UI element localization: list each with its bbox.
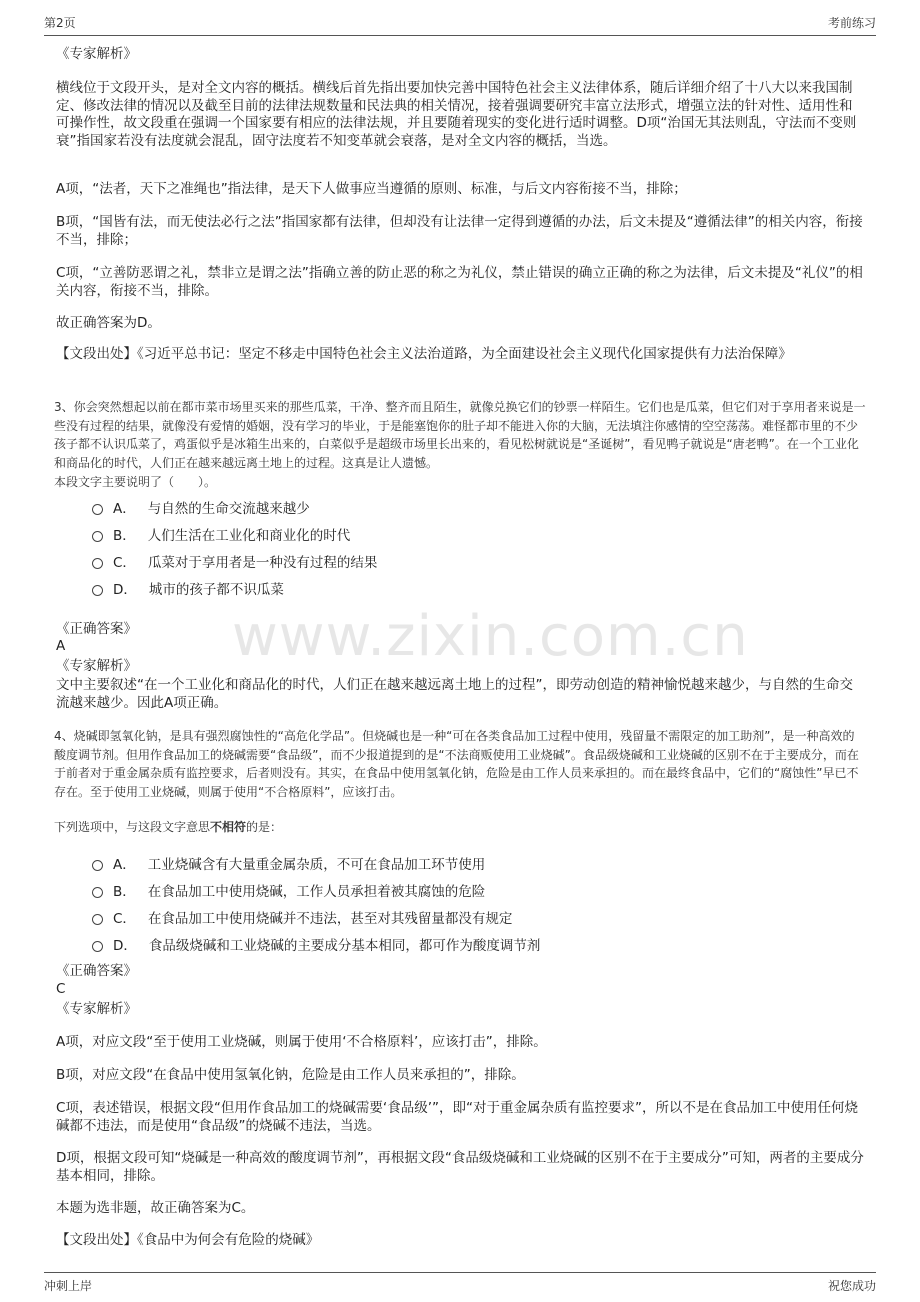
q3-analysis: 文中主要叙述“在一个工业化和商品化的时代，人们正在越来越远离土地上的过程”，即劳动创造的精神愉悦越来越少，与自然的生命交流越来越少。因此A项正确。: [56, 677, 853, 711]
q2-analysis-a: A项，“法者，天下之准绳也”指法律，是天下人做事应当遵循的原则、标准，与后文内容衔接不当，排除；: [56, 181, 687, 197]
q4-option-d[interactable]: D． 食品级烧碱和工业烧碱的主要成分基本相同，都可作为酸度调节剂: [92, 934, 540, 954]
q3-answer-title: 《正确答案》: [56, 621, 137, 637]
q3-answer: A: [56, 638, 66, 654]
q4-analysis-b: B项，对应文段“在食品中使用氢氧化钠，危险是由工作人员来承担的”，排除。: [56, 1067, 525, 1083]
q2-analysis-title: 《专家解析》: [56, 46, 137, 62]
q3-stem: 3、你会突然想起以前在都市菜市场里买来的那些瓜菜，干净、整齐而且陌生，就像兑换它们的钞票一样陌生。它们也是瓜菜，但它们对于享用者来说是一些没有过程的结果，就像没有爱情的婚姻，没有学习的毕业，于是能塞饱你的肚子却不能进入你的大脑，无法填注你感情的空空荡荡。难怪都市里的不少孩子都不认识瓜菜了，鸡蛋似乎是冰箱生出来的，白菜似乎是超级市场里长出来的，看见松树就说是“圣诞树”，看见鸭子就说是“唐老鸭”。在一个工业化和商品化的时代，人们正在越来越远离土地上的过程。这真是让人遗憾。: [54, 400, 866, 470]
q4-option-b[interactable]: B． 在食品加工中使用烧碱，工作人员承担着被其腐蚀的危险: [92, 880, 485, 900]
radio-icon[interactable]: [92, 504, 103, 515]
q4-analysis-c: C项，表述错误，根据文段“但用作食品加工的烧碱需要‘食品级’”，即“对于重金属杂质有监控要求”，所以不是在食品加工中使用任何烧碱都不违法，而是使用“食品级”的烧碱不违法，当选。: [56, 1100, 858, 1134]
q4-option-c[interactable]: C． 在食品加工中使用烧碱并不违法，甚至对其残留量都没有规定: [92, 907, 512, 927]
q4-stem: 4、烧碱即氢氧化钠，是具有强烈腐蚀性的“高危化学品”。但烧碱也是一种“可在各类食品加工过程中使用，残留量不需限定的加工助剂”，是一种高效的酸度调节剂。但用作食品加工的烧碱需要“食品级”，而不少报道提到的是“不法商贩使用工业烧碱”。食品级烧碱和工业烧碱的区别不在于主要成分，而在于前者对于重金属杂质有监控要求，后者则没有。其实，在食品中使用氢氧化钠，危险是由工作人员来承担的。而在最终食品中，它们的“腐蚀性”早已不存在。至于使用工业烧碱，则属于使用“不合格原料”，应该打击。: [54, 729, 859, 799]
page-footer: [44, 1272, 876, 1294]
header-title: 考前练习: [827, 16, 876, 30]
q2-analysis-c: C项，“立善防恶谓之礼，禁非立是谓之法”指确立善的防止恶的称之为礼仪，禁止错误的确立正确的称之为法律，后文未提及“礼仪”的相关内容，衔接不当，排除。: [56, 265, 863, 299]
q3-prompt: 本段文字主要说明了（ ）。: [54, 475, 217, 489]
q2-analysis-main: 横线位于文段开头，是对全文内容的概括。横线后首先指出要加快完善中国特色社会主义法律体系，随后详细介绍了十八大以来我国制定、修改法律的情况以及截至目前的法律法规数量和民法典的相关情况，接着强调要研究丰富立法形式，增强立法的针对性、适用性和可操作性，故文段重在强调一个国家要有相应的法律法规，并且要随着现实的变化进行适时调整。D项“治国无其法则乱，守法而不变则衰”指国家若没有法度就会混乱，固守法度若不知变革就会衰落，是对全文内容的概括，当选。: [56, 80, 857, 149]
footer-right: 祝您成功: [827, 1279, 876, 1293]
q3-option-a[interactable]: A． 与自然的生命交流越来越少: [92, 497, 310, 517]
q3-option-b[interactable]: B． 人们生活在工业化和商业化的时代: [92, 524, 350, 544]
q4-analysis-title: 《专家解析》: [56, 1001, 137, 1017]
footer-left: 冲刺上岸: [44, 1279, 93, 1293]
q2-source: 【文段出处】《习近平总书记：坚定不移走中国特色社会主义法治道路，为全面建设社会主义现代化国家提供有力法治保障》: [56, 346, 792, 362]
radio-icon[interactable]: [92, 558, 103, 569]
radio-icon[interactable]: [92, 887, 103, 898]
q4-prompt: 下列选项中，与这段文字意思不相符的是：: [54, 820, 283, 834]
q2-analysis-b: B项，“国皆有法，而无使法必行之法”指国家都有法律，但却没有让法律一定得到遵循的办法，后文未提及“遵循法律”的相关内容，衔接不当，排除；: [56, 214, 863, 248]
watermark: www.zixin.com.cn: [232, 604, 749, 669]
q4-answer-title: 《正确答案》: [56, 963, 137, 979]
q4-answer: C: [56, 981, 66, 997]
radio-icon[interactable]: [92, 860, 103, 871]
q4-source: 【文段出处】《食品中为何会有危险的烧碱》: [56, 1232, 320, 1248]
radio-icon[interactable]: [92, 941, 103, 952]
q4-analysis-d: D项，根据文段可知“烧碱是一种高效的酸度调节剂”，再根据文段“食品级烧碱和工业烧碱的区别不在于主要成分”可知，两者的主要成分基本相同，排除。: [56, 1150, 864, 1184]
radio-icon[interactable]: [92, 914, 103, 925]
q3-option-d[interactable]: D． 城市的孩子都不识瓜菜: [92, 578, 284, 598]
radio-icon[interactable]: [92, 531, 103, 542]
q3-option-c[interactable]: C． 瓜菜对于享用者是一种没有过程的结果: [92, 551, 377, 571]
q4-conclusion: 本题为选非题，故正确答案为C。: [56, 1200, 255, 1216]
page-header: [44, 14, 876, 36]
q2-conclusion: 故正确答案为D。: [56, 315, 161, 331]
q3-analysis-title: 《专家解析》: [56, 658, 137, 674]
q4-option-a[interactable]: A． 工业烧碱含有大量重金属杂质，不可在食品加工环节使用: [92, 853, 485, 873]
q4-analysis-a: A项，对应文段“至于使用工业烧碱，则属于使用‘不合格原料’，应该打击”，排除。: [56, 1034, 547, 1050]
page-number: 第2页: [44, 16, 76, 30]
radio-icon[interactable]: [92, 585, 103, 596]
